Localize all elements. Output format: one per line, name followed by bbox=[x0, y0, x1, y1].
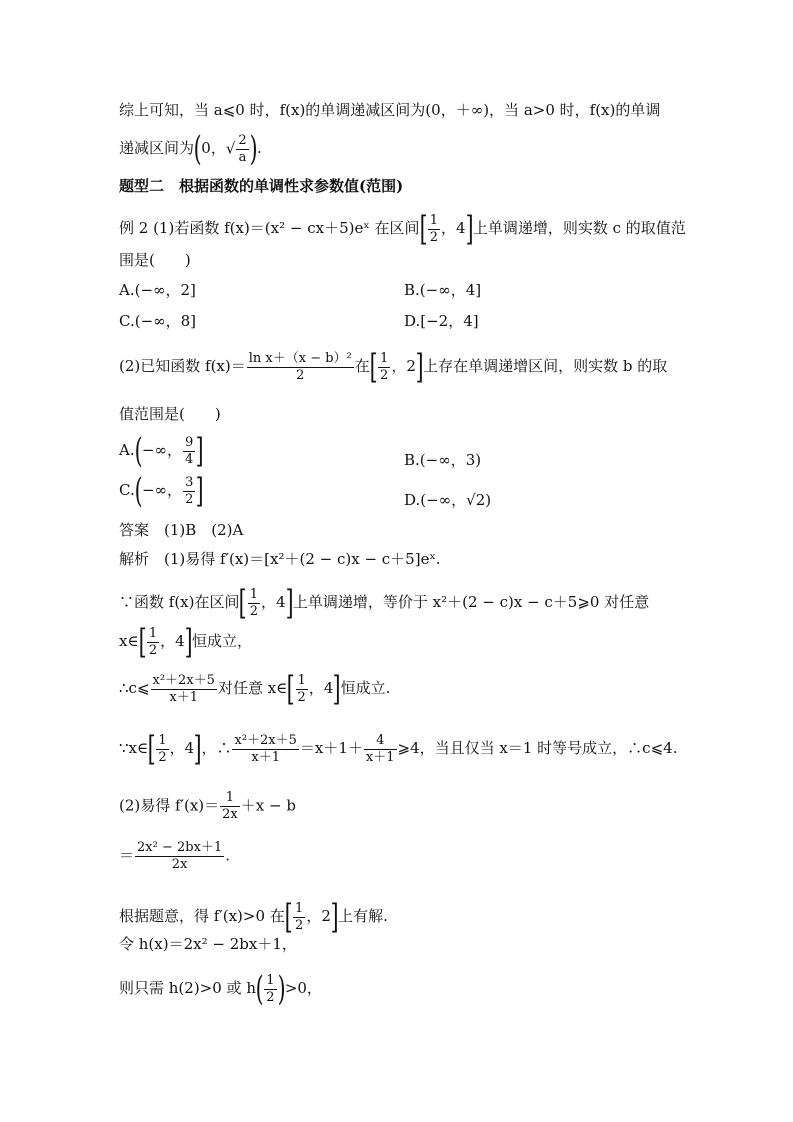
text: ，4 bbox=[169, 739, 195, 757]
den: 2x bbox=[171, 857, 188, 872]
fraction bbox=[248, 587, 260, 620]
fraction bbox=[264, 973, 276, 1006]
section-title: 题型二 根据函数的单调性求参数值(范围) bbox=[119, 177, 404, 195]
text: ＝x＋1＋ bbox=[299, 739, 363, 757]
text: ，4 bbox=[261, 593, 286, 611]
bracket: ] bbox=[465, 209, 474, 249]
text: 在 bbox=[354, 357, 370, 375]
option: A.(−∞，2] bbox=[119, 281, 196, 299]
solution-line bbox=[119, 790, 296, 823]
bracket: [ bbox=[138, 622, 147, 662]
text: (2)易得 f′(x)＝ bbox=[119, 796, 220, 815]
solution-line: 令 h(x)＝2x² − 2bx＋1， bbox=[119, 935, 297, 953]
solution-line bbox=[119, 969, 322, 1009]
text: ，4 bbox=[160, 632, 185, 650]
option bbox=[119, 431, 204, 471]
solution-line bbox=[119, 840, 230, 873]
text: 例 2 (1)若函数 f(x)＝(x² − cx＋5)eˣ 在区间 bbox=[119, 219, 420, 237]
den: 2 bbox=[148, 642, 158, 658]
text: >0， bbox=[284, 979, 322, 997]
bracket: ) bbox=[249, 129, 258, 169]
den: 2 bbox=[429, 229, 439, 245]
den: 2x bbox=[222, 807, 238, 822]
bracket: ] bbox=[195, 471, 204, 511]
den: x＋1 bbox=[251, 749, 280, 765]
text: ，4 bbox=[308, 679, 334, 697]
text-line bbox=[119, 209, 686, 249]
text: ＝ bbox=[119, 846, 135, 865]
fraction bbox=[220, 790, 240, 823]
text: 则只需 h(2)>0 或 h bbox=[119, 979, 256, 997]
bracket: ] bbox=[184, 622, 193, 662]
text: ，2 bbox=[306, 907, 331, 925]
num: 1 bbox=[249, 586, 259, 602]
bracket: ] bbox=[193, 729, 202, 769]
num: 1 bbox=[295, 900, 304, 916]
den: 2 bbox=[297, 689, 306, 705]
text: 上有解. bbox=[338, 907, 388, 925]
num: 1 bbox=[266, 972, 275, 988]
text: 恒成立. bbox=[340, 679, 391, 697]
text-line bbox=[119, 347, 668, 387]
num: 1 bbox=[148, 625, 158, 641]
text-line: 综上可知，当 a⩽0 时，f(x)的单调递减区间为(0，＋∞)，当 a>0 时，f(x)的单调 bbox=[119, 101, 661, 119]
text: ∵函数 f(x)在区间 bbox=[119, 593, 240, 611]
text: −∞， bbox=[141, 441, 182, 459]
fraction bbox=[156, 733, 168, 766]
fraction bbox=[378, 351, 390, 384]
text: 根据题意，得 f′(x)>0 在 bbox=[119, 907, 285, 925]
bracket: ( bbox=[134, 431, 143, 471]
bracket: [ bbox=[147, 729, 156, 769]
fraction bbox=[293, 901, 305, 934]
den: x＋1 bbox=[365, 749, 395, 765]
text-line: 递减区间为(0，√ $\frac{2}{a}$ ). bbox=[119, 129, 262, 169]
text: . bbox=[225, 846, 230, 865]
text: ＋x − b bbox=[240, 796, 296, 815]
solution-line bbox=[119, 729, 678, 769]
num: 1 bbox=[429, 212, 439, 228]
num: 1 bbox=[380, 350, 389, 366]
num: ln x＋（x − b）² bbox=[248, 350, 352, 366]
bracket: ( bbox=[255, 969, 264, 1009]
den: 2 bbox=[158, 749, 167, 765]
option: D.[−2，4] bbox=[404, 312, 479, 330]
text: ，4 bbox=[441, 219, 466, 237]
num: 9 bbox=[184, 434, 194, 450]
option: B.(−∞，4] bbox=[404, 281, 482, 299]
den: 2 bbox=[266, 989, 275, 1005]
text: 对任意 x∈ bbox=[217, 679, 288, 697]
bracket: ( bbox=[134, 471, 143, 511]
text: −∞， bbox=[141, 481, 183, 499]
num: 3 bbox=[185, 474, 194, 490]
den: 2 bbox=[249, 603, 259, 619]
answer: 答案 (1)B (2)A bbox=[119, 521, 244, 539]
den: 2 bbox=[380, 367, 389, 383]
bracket: ] bbox=[195, 431, 204, 471]
text: 上单调递增，则实数 c 的取值范 bbox=[472, 219, 686, 237]
num: 4 bbox=[364, 733, 397, 750]
text: ，∴ bbox=[201, 739, 232, 757]
text: ∴c⩽ bbox=[119, 679, 150, 697]
solution-line: 解析 (1)易得 f′(x)＝[x²＋(2 − c)x − c＋5]eˣ. bbox=[119, 550, 441, 568]
text: A. bbox=[119, 441, 135, 459]
fraction bbox=[151, 673, 217, 706]
text-line: 围是( ) bbox=[119, 251, 191, 269]
bracket: [ bbox=[369, 347, 378, 387]
fraction bbox=[247, 351, 354, 384]
num: 1 bbox=[158, 732, 167, 748]
fraction bbox=[428, 213, 440, 246]
sqrt: √ $\frac{2}{a}$ bbox=[225, 132, 247, 165]
text: x∈ bbox=[119, 632, 139, 650]
text: ，2 bbox=[391, 357, 416, 375]
text: ∵x∈ bbox=[119, 739, 149, 757]
num: 1 bbox=[297, 672, 306, 688]
bracket: [ bbox=[286, 669, 295, 709]
option: D.(−∞，√2) bbox=[404, 491, 492, 509]
bracket: ] bbox=[415, 347, 424, 387]
fraction bbox=[364, 733, 397, 766]
text: C. bbox=[119, 481, 135, 499]
bracket: ] bbox=[330, 897, 339, 937]
bracket: ( bbox=[193, 129, 202, 169]
bracket: [ bbox=[239, 583, 248, 623]
text: ⩾4，当且仅当 x＝1 时等号成立，∴c⩽4. bbox=[397, 739, 678, 757]
text: 递减区间为 bbox=[119, 139, 195, 157]
bracket: [ bbox=[419, 209, 428, 249]
fraction bbox=[232, 733, 298, 766]
bracket: [ bbox=[284, 897, 293, 937]
solution-line bbox=[119, 583, 650, 623]
option bbox=[119, 471, 204, 511]
fraction bbox=[183, 435, 195, 468]
num: 2x² − 2bx＋1 bbox=[137, 840, 223, 855]
den: 2 bbox=[295, 917, 304, 933]
num: 1 bbox=[220, 790, 240, 807]
num: x²＋2x＋5 bbox=[152, 672, 215, 688]
text: (2)已知函数 f(x)＝ bbox=[119, 357, 246, 375]
option: C.(−∞，8] bbox=[119, 312, 197, 330]
fraction bbox=[296, 673, 308, 706]
fraction bbox=[183, 475, 195, 508]
den: 4 bbox=[184, 451, 194, 467]
text: 0， bbox=[201, 139, 226, 157]
text: 上存在单调递增区间，则实数 b 的取 bbox=[423, 357, 668, 375]
den: x＋1 bbox=[169, 689, 199, 705]
fraction bbox=[147, 626, 159, 659]
text-line: 值范围是( ) bbox=[119, 405, 221, 423]
den: 2 bbox=[296, 367, 305, 383]
solution-line bbox=[119, 622, 252, 662]
bracket: ] bbox=[333, 669, 341, 709]
den: 2 bbox=[185, 491, 194, 507]
text: 上单调递增，等价于 x²＋(2 − c)x − c＋5⩾0 对任意 bbox=[292, 593, 650, 611]
den: a bbox=[238, 149, 247, 165]
solution-line bbox=[119, 669, 391, 709]
fraction bbox=[135, 840, 224, 873]
bracket: ] bbox=[285, 583, 294, 623]
text: 恒成立， bbox=[191, 632, 252, 650]
num: x²＋2x＋5 bbox=[234, 732, 297, 748]
solution-line bbox=[119, 897, 388, 937]
option: B.(−∞，3) bbox=[404, 451, 482, 469]
bracket: ) bbox=[277, 969, 286, 1009]
num: 2 bbox=[238, 132, 247, 148]
